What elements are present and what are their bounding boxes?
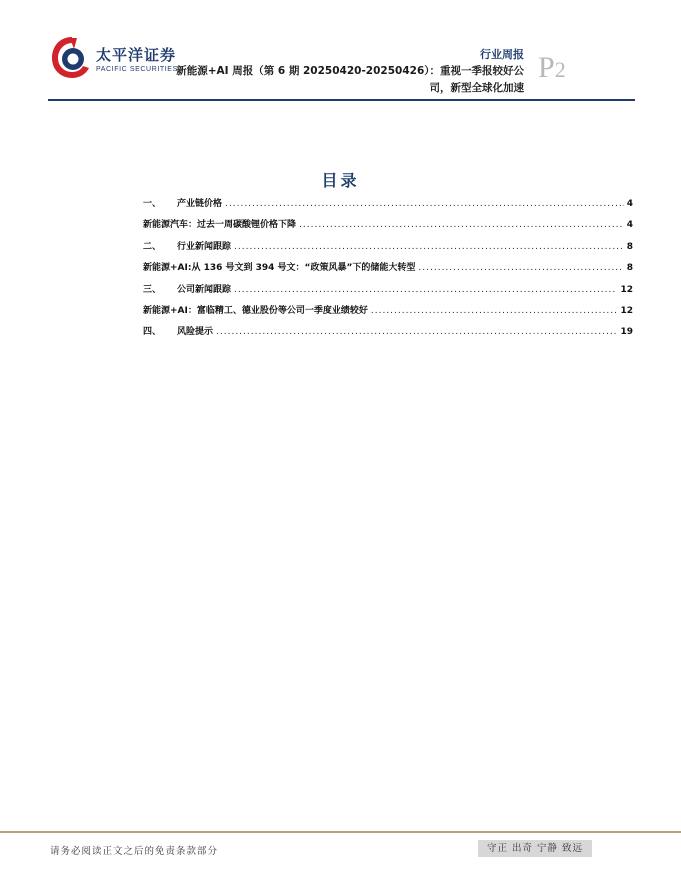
toc-entry-page: 12 [620,305,633,316]
toc-dot-leader [371,306,618,316]
toc-entry-label: 新能源+AI:从 136 号文到 394 号文：“政策风暴”下的储能大转型 [143,263,416,274]
toc-entry-number: 三、 [143,284,162,295]
toc-entry[interactable] [143,260,633,281]
toc-entry[interactable] [143,217,633,238]
footer-divider [0,831,681,833]
toc-entry-label: 公司新闻跟踪 [177,284,232,295]
page-number-prefix: P [538,51,555,84]
page-number [538,50,566,88]
toc-entry-page: 8 [626,263,633,274]
toc-entry-page: 19 [620,327,633,338]
report-title: 新能源+AI 周报（第 6 期 20250420-20250426）：重视一季报较好公司，新型全球化加速 [176,65,524,94]
toc-entry[interactable] [143,324,633,345]
table-of-contents [143,196,633,346]
company-logo [50,34,185,86]
toc-entry-label: 行业新闻跟踪 [177,241,232,252]
toc-dot-leader [418,263,623,273]
toc-entry-page: 12 [620,284,633,295]
toc-entry-page: 8 [626,241,633,252]
toc-dot-leader [234,285,617,295]
toc-entry-label: 新能源+AI：富临精工、德业股份等公司一季度业绩较好 [143,305,368,316]
toc-entry-label: 风险提示 [177,327,214,338]
toc-entry[interactable] [143,196,633,217]
toc-dot-leader [225,199,624,209]
toc-dot-leader [299,220,624,230]
disclaimer-note: 请务必阅读正文之后的免责条款部分 [50,846,219,857]
toc-heading: 目录 [321,171,360,190]
company-motto: 守正 出奇 宁静 致远 [478,840,592,857]
logo-company-name-cn: 太平洋证券 [96,46,177,64]
toc-dot-leader [234,242,624,252]
toc-entry-number: 一、 [143,199,162,209]
toc-entry-label: 新能源汽车：过去一周碳酸锂价格下降 [143,220,297,231]
toc-entry[interactable] [143,282,633,303]
page-number-digit: 2 [554,57,566,82]
toc-entry-page: 4 [626,220,633,231]
toc-entry[interactable] [143,239,633,260]
header-divider [48,99,635,101]
toc-entry[interactable] [143,303,633,324]
pacific-securities-logo-icon [50,34,94,80]
toc-entry-page: 4 [626,199,633,209]
toc-entry-number: 四、 [143,327,162,338]
report-type: 行业周报 [480,48,524,61]
toc-entry-label: 产业链价格 [177,199,223,209]
toc-entry-number: 二、 [143,241,162,252]
toc-dot-leader [216,327,617,337]
logo-company-name-en: PACIFIC SECURITIES [96,66,178,73]
